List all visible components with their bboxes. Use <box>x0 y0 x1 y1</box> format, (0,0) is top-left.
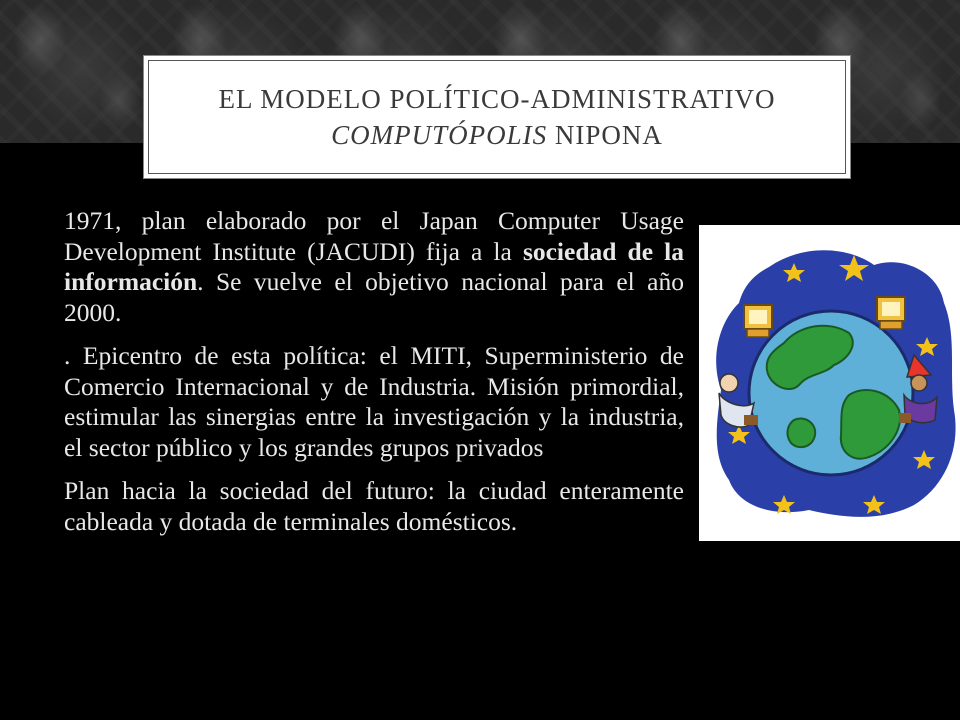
title-italic-word: COMPUTÓPOLIS <box>331 120 548 150</box>
paragraph-1 <box>64 206 684 328</box>
slide-title-line-2 <box>331 117 663 153</box>
paragraph-1-text-end: . Se vuelve el objetivo nacional para el año 2000. <box>64 267 684 327</box>
title-rest: NIPONA <box>547 120 663 150</box>
globe-computers-icon <box>699 225 960 541</box>
paragraph-2: . Epicentro de esta política: el MITI, Superministerio de Comercio Internacional y de Industria. Misión primordial, estimular las sinergias entre la investigación y la industria, el sector público y los grandes grupos privados <box>64 341 684 462</box>
paragraph-1-text: 1971, plan elaborado por el Japan Computer Usage Development Institute (JACUDI) fija a la <box>64 206 684 266</box>
paragraph-1-bold: sociedad de la información <box>64 236 684 296</box>
body-text <box>64 206 684 550</box>
title-box <box>143 55 851 179</box>
paragraph-3: Plan hacia la sociedad del futuro: la ciudad enteramente cableada y dotada de terminales domésticos. <box>64 476 684 536</box>
computer-right <box>877 297 905 329</box>
slide-title-line-1: EL MODELO POLÍTICO-ADMINISTRATIVO <box>218 84 776 114</box>
computer-left <box>744 305 772 337</box>
